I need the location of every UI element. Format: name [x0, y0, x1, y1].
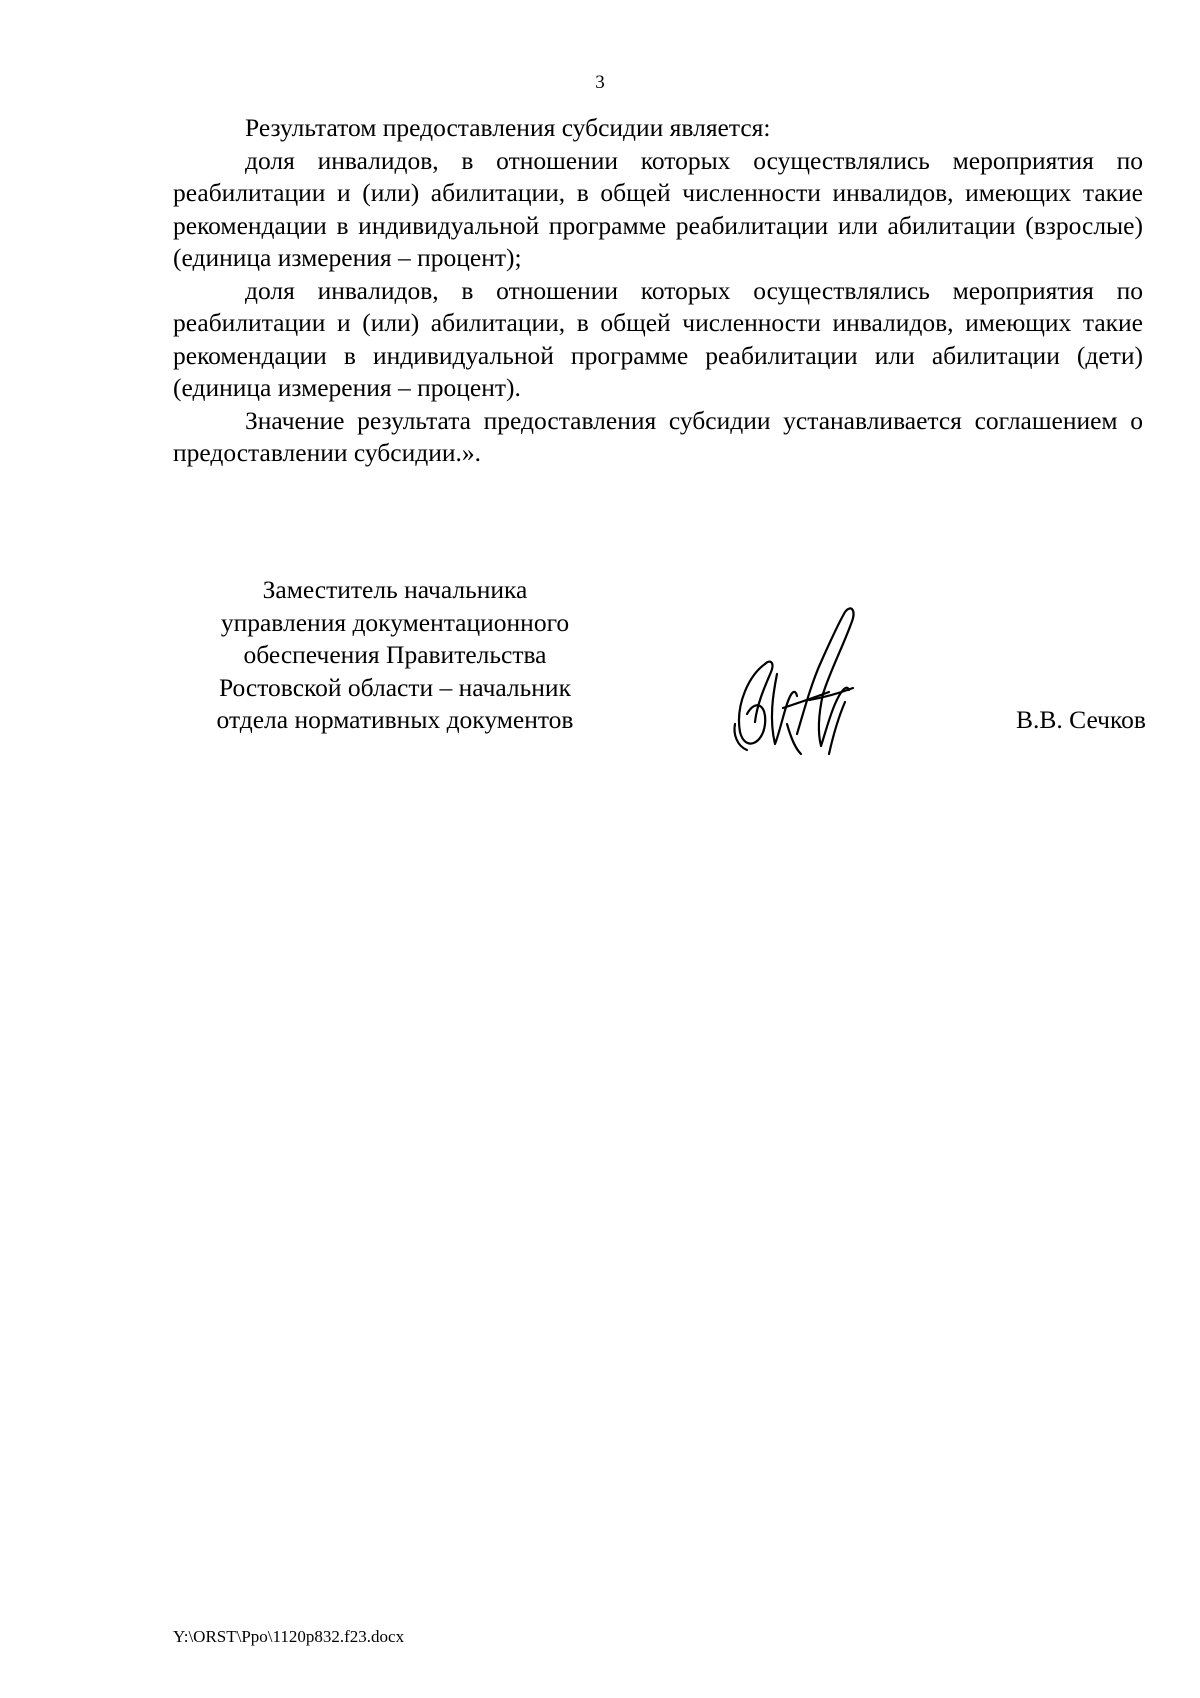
body-paragraph-4: Значение результата предоставления субсидии устанавливается соглашением о предоставлении субсидии.».	[173, 405, 1143, 467]
document-body	[173, 112, 1143, 470]
signer-position	[170, 574, 620, 737]
page-number: 3	[595, 72, 605, 93]
signer-position-line-3: обеспечения Правительства	[243, 640, 547, 669]
signer-position-line-5: отдела нормативных документов	[216, 705, 574, 734]
handwritten-signature-icon	[725, 604, 875, 756]
body-paragraph-2: доля инвалидов, в отношении которых осуществлялись мероприятия по реабилитации и (или) абилитации, в общей численности инвалидов, имеющих такие рекомендации в индивидуальной программе реабилитации или абилитации (взрослые) (единица измерения – процент);	[173, 145, 1143, 272]
signer-name: В.В. Сечков	[1016, 705, 1146, 734]
footer-file-path: Y:\ORST\Ppo\1120p832.f23.docx	[173, 1627, 405, 1646]
signer-position-line-4: Ростовской области – начальник	[219, 672, 571, 702]
body-paragraph-3: доля инвалидов, в отношении которых осуществлялись мероприятия по реабилитации и (или) абилитации, в общей численности инвалидов, имеющих такие рекомендации в индивидуальной программе реабилитации или абилитации (дети) (единица измерения – процент).	[173, 275, 1143, 402]
body-paragraph-1: Результатом предоставления субсидии является:	[245, 113, 771, 142]
signer-position-line-1: Заместитель начальника	[262, 575, 528, 604]
signer-position-line-2: управления документационного	[220, 607, 570, 637]
